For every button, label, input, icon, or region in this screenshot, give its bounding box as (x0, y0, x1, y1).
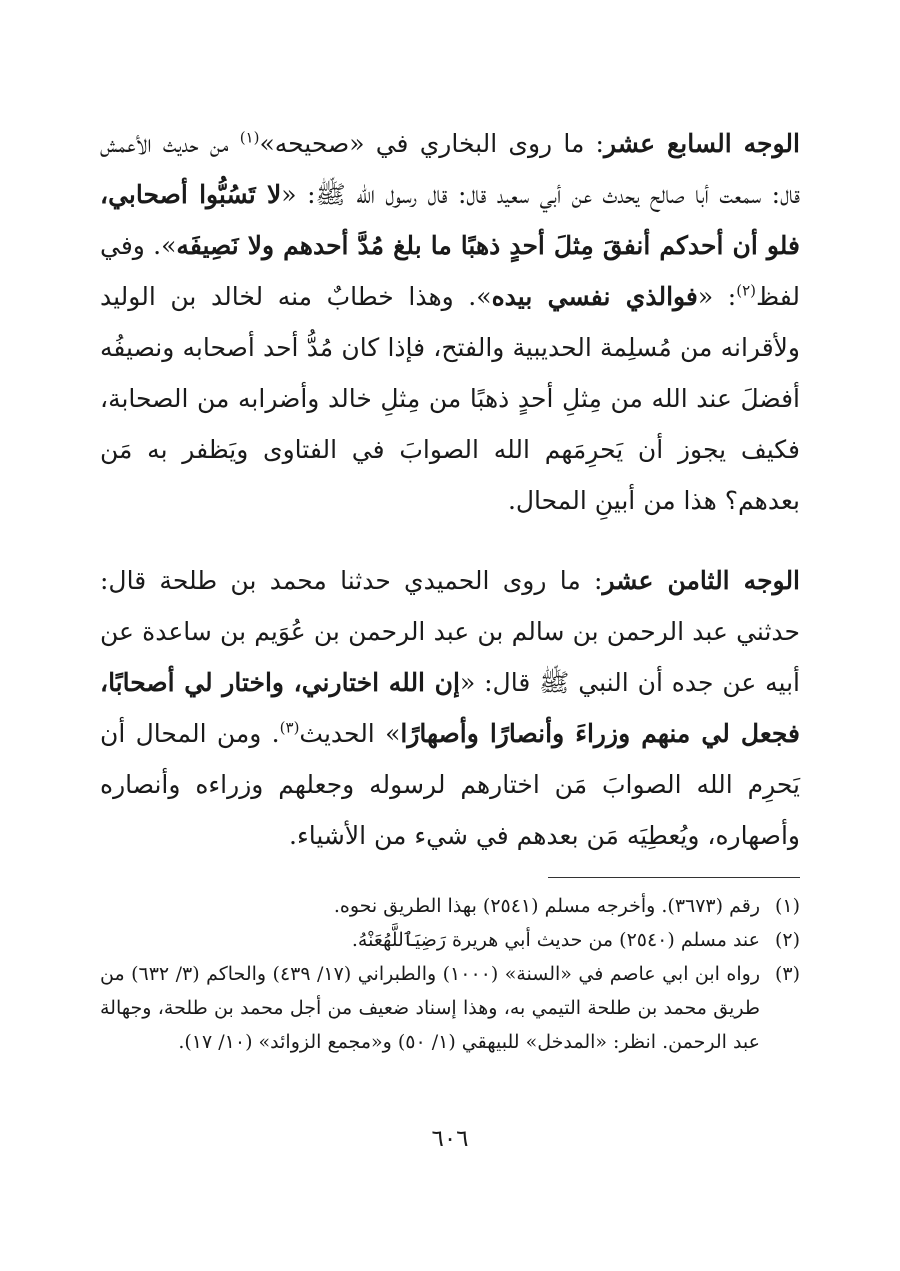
footnote-3 (100, 957, 800, 1059)
paragraph-1 (100, 118, 800, 526)
hadith-quote-2: فوالذي نفسي بيده (491, 282, 698, 311)
footnote-2 (100, 923, 800, 957)
paragraph-2 (100, 555, 800, 861)
paragraph-1-text-4: : « (697, 282, 737, 311)
page-number: ٦٠٦ (431, 1126, 469, 1152)
paragraph-1-text-5: ». وهذا خطابٌ منه لخالد بن الوليد ولأقرانه من مُسلِمة الحديبية والفتح، فإذا كان مُدُّ أحد أصحابه ونصيفُه أفضلَ عند الله من مِثلِ أحدٍ ذهبًا من مِثلِ خالد وأضرابه من الصحابة، فكيف يجوز أن يَحرِمَهم الله الصوابَ في الفتاوى ويَظفر به مَن بعدهم؟ هذا من أبينِ المحال. (100, 282, 800, 515)
page-body (100, 118, 800, 861)
footnote-1 (100, 889, 800, 923)
paragraph-2-text-2: » الحديث (299, 719, 401, 748)
footnote-3-text: رواه ابن ابي عاصم في «السنة» (١٠٠٠) والطبراني (١٧/ ٤٣٩) والحاكم (٣/ ٦٣٢) من طريق محمد بن طلحة التيمي به، وهذا إسناد ضعيف من أجل محمد بن طلحة، وجهالة عبد الرحمن. انظر: «المدخل» للبيهقي (١/ ٥٠) و«مجمع الزوائد» (١٠/ ١٧). (100, 963, 760, 1053)
footnotes (100, 889, 800, 1059)
paragraph-1-text-3: ». وفي لفظ (100, 231, 801, 311)
paragraph-2-heading: الوجه الثامن عشر (602, 566, 801, 595)
footnote-2-text: عند مسلم (٢٥٤٠) من حديث أبي هريرة رَضِيَٱللَّهُعَنْهُ. (351, 929, 760, 951)
footnote-ref-2[interactable]: (٢) (736, 281, 757, 300)
paragraph-2-text-3: . ومن المحال أن يَحرِم الله الصوابَ مَن اختارهم لرسوله وجعلهم وزراءه وأنصاره وأصهاره، ويُعطِيَه مَن بعدهم في شيء من الأشياء. (100, 719, 800, 850)
paragraph-1-text-2: من حديث الأعمش قال: سمعت أبا صالح يحدث عن أبي سعيد قال: قال رسول الله ﷺ: « (100, 129, 801, 209)
footnote-3-number: (٣) (774, 963, 800, 985)
footnote-ref-3[interactable]: (٣) (279, 718, 300, 737)
hadith-quote-1: لا تَسُبُّوا أصحابي، فلو أن أحدكم أنفقَ مِثلَ أحدٍ ذهبًا ما بلغ مُدَّ أحدهم ولا نَصِيفَه (100, 180, 800, 260)
footnote-2-number: (٢) (774, 929, 800, 951)
paragraph-1-text-1: : ما روى البخاري في «صحيحه» (259, 129, 604, 158)
footnote-ref-1[interactable]: (١) (239, 128, 260, 147)
footnote-separator (548, 877, 800, 878)
paragraph-1-heading: الوجه السابع عشر (603, 129, 800, 158)
footnote-1-number: (١) (774, 895, 800, 917)
footnote-1-text: رقم (٣٦٧٣). وأخرجه مسلم (٢٥٤١) بهذا الطريق نحوه. (333, 895, 760, 917)
paragraph-2-text-1: : ما روى الحميدي حدثنا محمد بن طلحة قال: حدثني عبد الرحمن بن سالم بن عبد الرحمن بن عُوَيم بن ساعدة عن أبيه عن جده أن النبي ﷺ قال: « (100, 566, 800, 697)
hadith-quote-3: إن الله اختارني، واختار لي أصحابًا، فجعل لي منهم وزراءَ وأنصارًا وأصهارًا (100, 668, 800, 748)
